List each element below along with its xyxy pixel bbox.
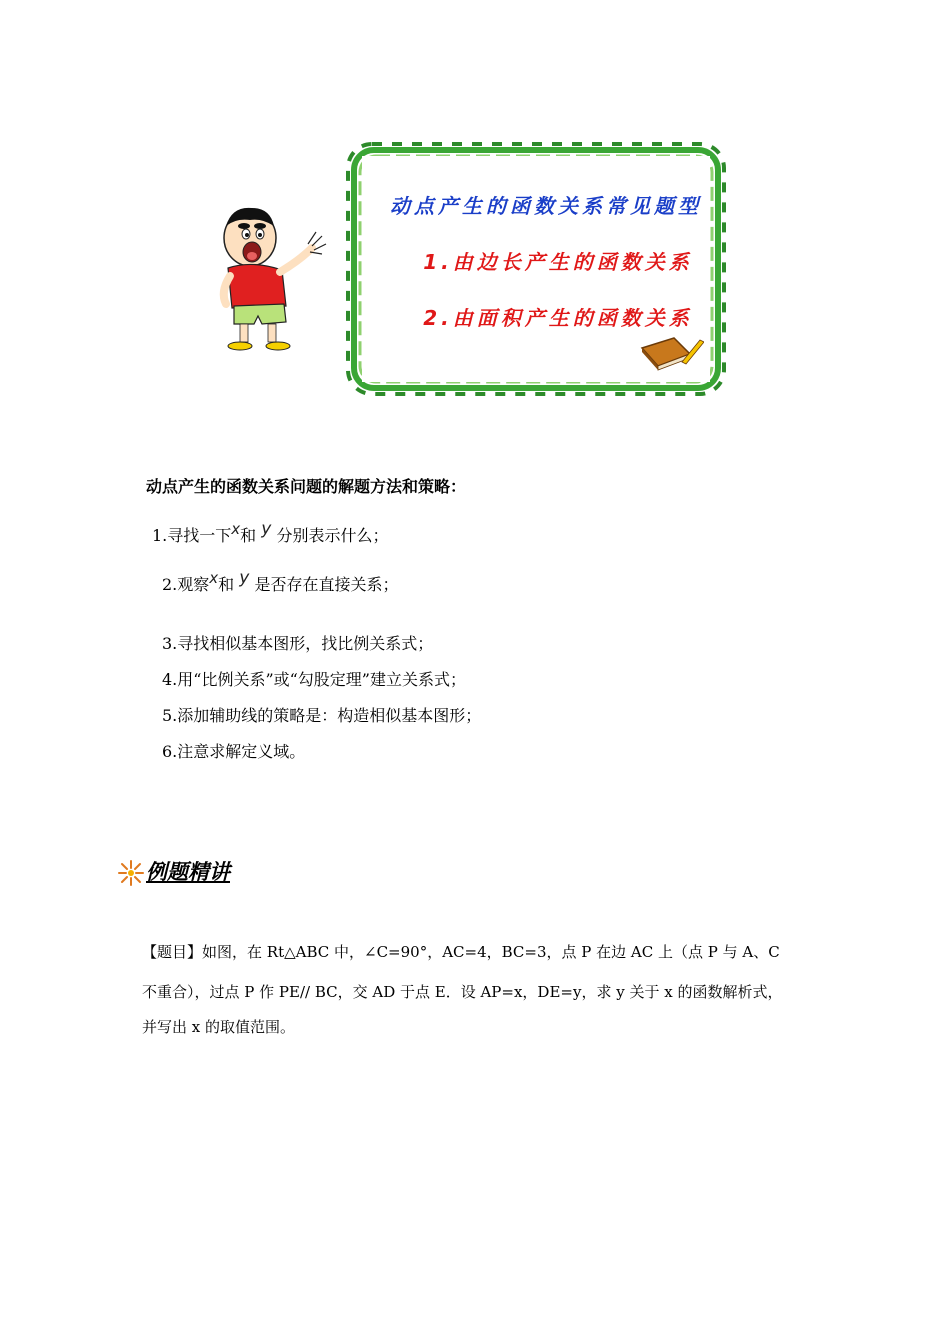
step-2-and: 和 (218, 575, 235, 594)
example-section-title: 例题精讲 (146, 860, 230, 884)
book-icon (638, 332, 704, 372)
var-y: y (239, 568, 250, 588)
step-1 (152, 519, 389, 546)
banner-item-2: 2.由面积产生的函数关系 (423, 306, 693, 330)
step-1-and: 和 (240, 526, 257, 545)
step-3: 3.寻找相似基本图形，找比例关系式； (162, 634, 434, 653)
cartoon-boy-illustration (212, 196, 337, 356)
methods-heading: 动点产生的函数关系问题的解题方法和策略： (146, 477, 467, 496)
step-4: 4.用“比例关系”或“勾股定理”建立关系式； (162, 670, 466, 689)
banner-item-1: 1.由边长产生的函数关系 (423, 250, 693, 274)
step-5: 5.添加辅助线的策略是：构造相似基本图形； (162, 706, 482, 725)
var-x: x (209, 569, 219, 587)
step-2-prefix: 2.观察 (162, 575, 210, 594)
var-y: y (261, 519, 272, 539)
problem-line-1: 【题目】如图，在 Rt△ABC 中，∠C=90°，AC=4，BC=3，点 P 在边 AC 上（点 P 与 A、C (142, 943, 780, 961)
step-6: 6.注意求解定义域。 (162, 742, 306, 761)
var-x: x (231, 520, 241, 538)
problem-line-2: 不重合），过点 P 作 PE// BC，交 AD 于点 E．设 AP=x，DE=y，求 y 关于 x 的函数解析式， (142, 983, 783, 1001)
step-2 (162, 568, 399, 595)
step-1-prefix: 1.寻找一下 (152, 526, 232, 545)
step-2-suffix: 是否存在直接关系； (254, 575, 399, 594)
step-1-suffix: 分别表示什么； (276, 526, 389, 545)
banner-title: 动点产生的函数关系常见题型 (390, 194, 702, 218)
problem-line-3: 并写出 x 的取值范围。 (142, 1018, 295, 1036)
sparkle-icon (116, 858, 146, 888)
